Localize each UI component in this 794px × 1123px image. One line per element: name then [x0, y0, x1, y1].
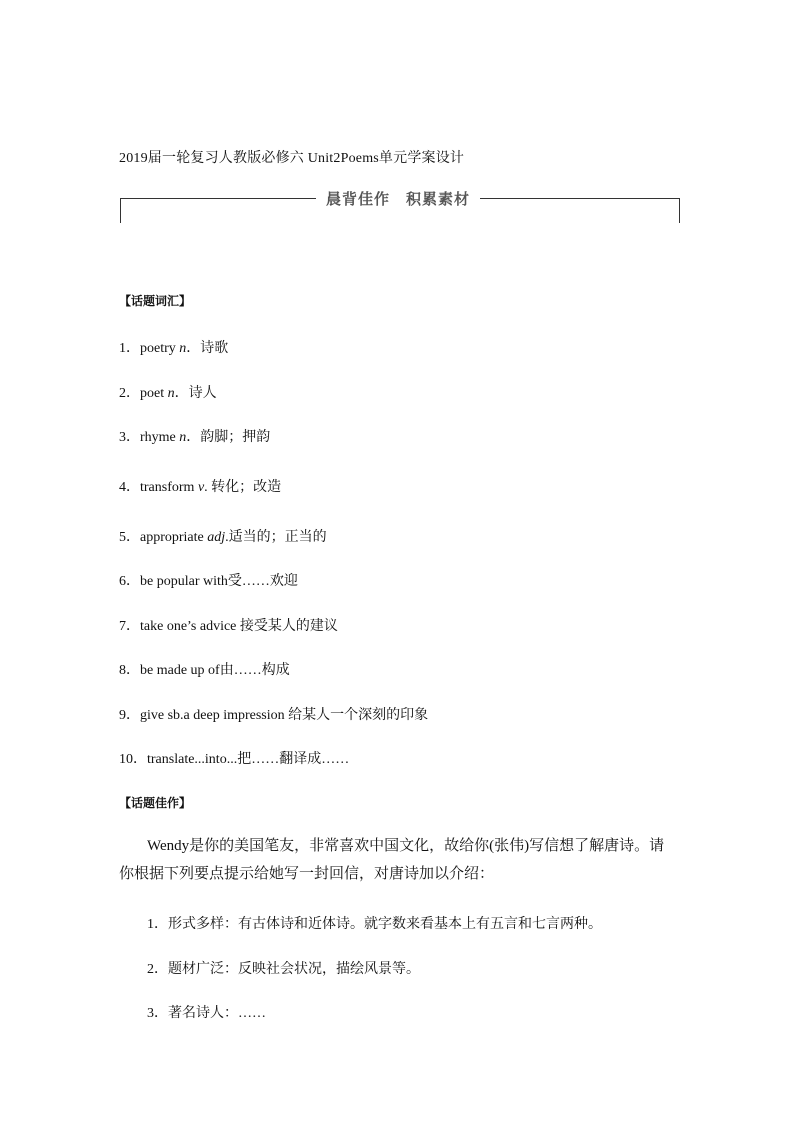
topic-vocabulary-heading: 【话题词汇】 — [119, 294, 192, 308]
writing-point-1: 1．形式多样：有古体诗和近体诗。就字数来看基本上有五言和七言两种。 — [147, 917, 602, 932]
topic-writing-heading: 【话题佳作】 — [119, 796, 192, 810]
banner-rule-right — [480, 198, 680, 199]
vocab-item-7: 7．take one’s advice 接受某人的建议 — [119, 619, 338, 634]
vocab-item-4: 4．transform v. 转化；改造 — [119, 480, 282, 495]
vocab-item-1: 1．poetry n．诗歌 — [119, 341, 229, 356]
document-title: 2019届一轮复习人教版必修六 Unit2Poems单元学案设计 — [119, 151, 465, 166]
banner-rule-left — [120, 198, 316, 199]
vocab-item-2: 2．poet n．诗人 — [119, 386, 217, 401]
banner-tick-left — [120, 198, 121, 223]
writing-point-2: 2．题材广泛：反映社会状况，描绘风景等。 — [147, 962, 420, 977]
banner-label: 晨背佳作 积累素材 — [325, 190, 470, 208]
section-banner — [120, 186, 680, 226]
vocab-item-8: 8．be made up of由……构成 — [119, 663, 290, 678]
banner-tick-right — [679, 198, 680, 223]
vocab-item-5: 5．appropriate adj.适当的；正当的 — [119, 530, 327, 545]
vocab-item-3: 3．rhyme n．韵脚；押韵 — [119, 430, 271, 445]
vocab-item-9: 9．give sb.a deep impression 给某人一个深刻的印象 — [119, 708, 429, 723]
vocab-item-6: 6．be popular with受……欢迎 — [119, 574, 298, 589]
writing-point-3: 3．著名诗人：…… — [147, 1006, 266, 1021]
vocab-item-10: 10．translate...into...把……翻译成…… — [119, 752, 350, 767]
writing-prompt: Wendy是你的美国笔友，非常喜欢中国文化，故给你(张伟)写信想了解唐诗。请你根据下列要点提示给她写一封回信，对唐诗加以介绍： — [119, 838, 665, 882]
